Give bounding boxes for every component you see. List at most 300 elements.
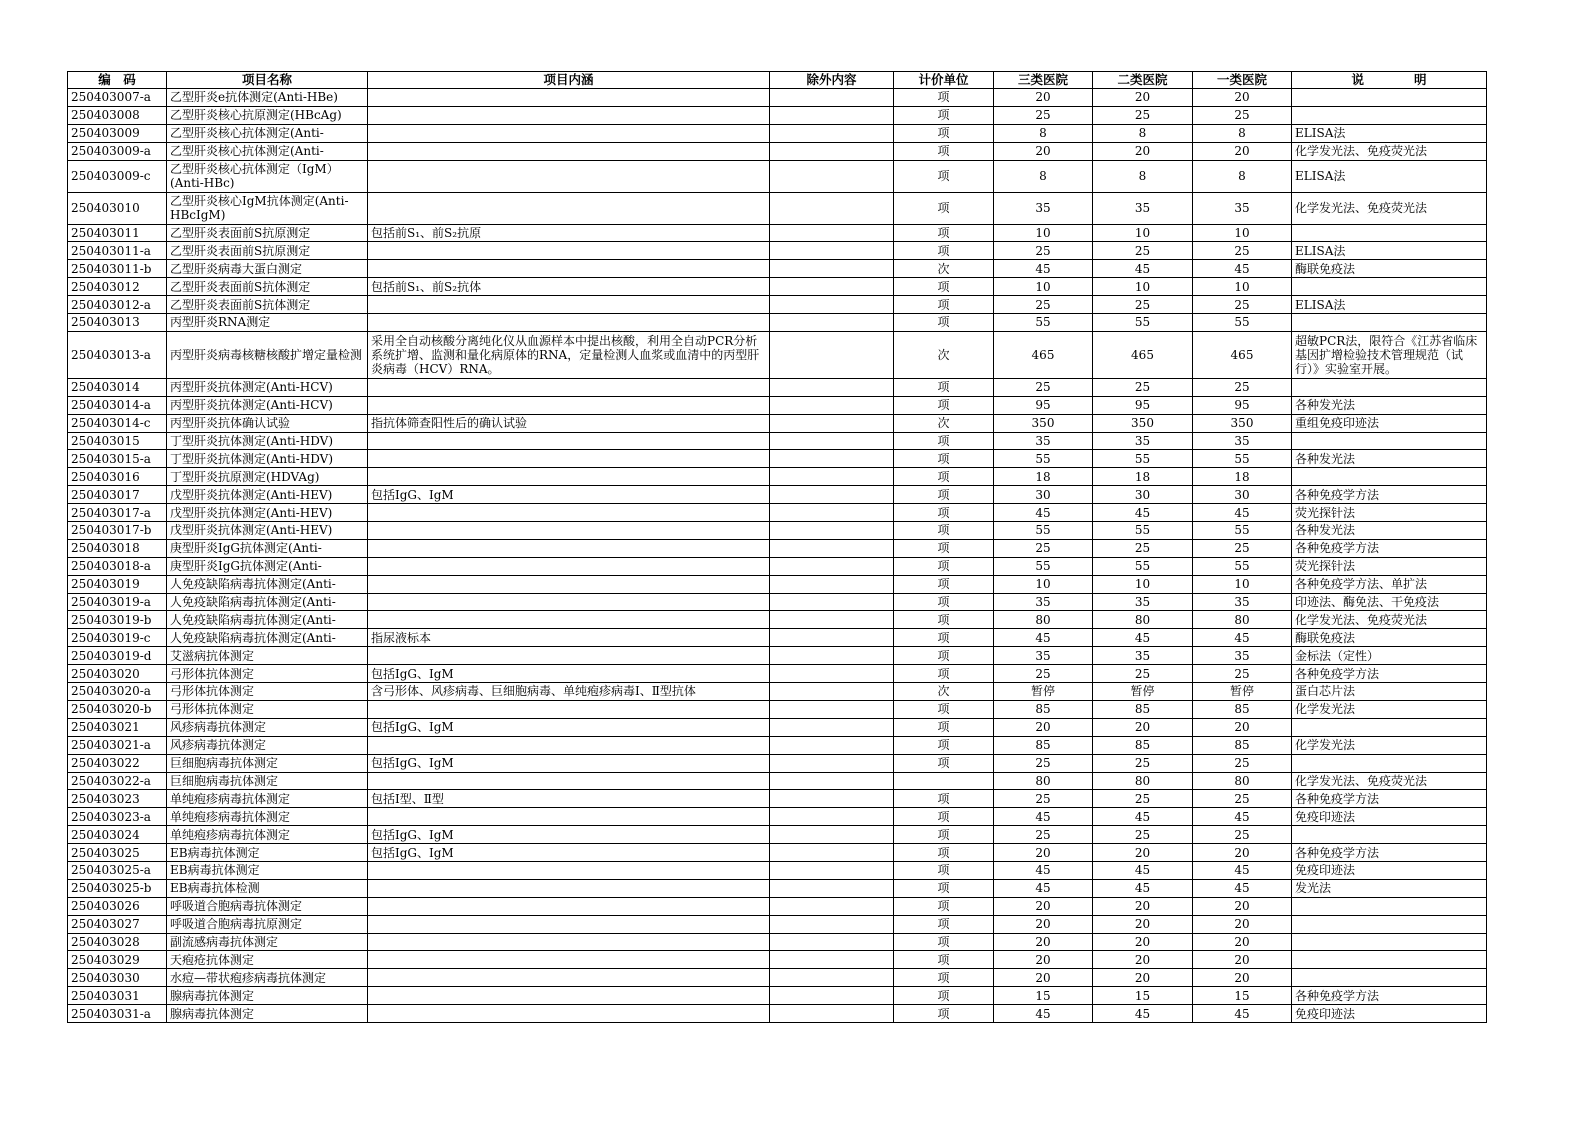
cell-name: EB病毒抗体测定 xyxy=(167,861,368,879)
cell-class3-price: 10 xyxy=(994,224,1093,242)
cell-note xyxy=(1292,826,1487,844)
table-row xyxy=(68,224,1487,242)
cell-class3-price: 55 xyxy=(994,557,1093,575)
cell-class2-price: 20 xyxy=(1093,718,1193,736)
cell-exclusion xyxy=(770,224,894,242)
header-row xyxy=(68,72,1487,89)
cell-class1-price: 35 xyxy=(1193,647,1292,665)
cell-class3-price: 465 xyxy=(994,331,1093,378)
cell-class2-price: 45 xyxy=(1093,861,1193,879)
cell-name: 乙型肝炎病毒大蛋白测定 xyxy=(167,260,368,278)
cell-class1-price: 45 xyxy=(1193,861,1292,879)
cell-unit: 项 xyxy=(894,378,994,396)
cell-note xyxy=(1292,718,1487,736)
cell-note xyxy=(1292,897,1487,915)
cell-name: 水痘—带状疱疹病毒抗体测定 xyxy=(167,969,368,987)
cell-note: 发光法 xyxy=(1292,879,1487,897)
cell-content xyxy=(368,539,770,557)
cell-exclusion xyxy=(770,969,894,987)
cell-note xyxy=(1292,969,1487,987)
cell-unit: 项 xyxy=(894,665,994,683)
cell-unit: 项 xyxy=(894,142,994,160)
cell-content xyxy=(368,593,770,611)
cell-exclusion xyxy=(770,665,894,683)
cell-content: 包括前S₁、前S₂抗体 xyxy=(368,278,770,296)
cell-name: 庚型肝炎IgG抗体测定(Anti- xyxy=(167,557,368,575)
table-row xyxy=(68,557,1487,575)
cell-class3-price: 85 xyxy=(994,700,1093,718)
cell-unit: 项 xyxy=(894,629,994,647)
cell-class3-price: 15 xyxy=(994,987,1093,1005)
cell-class3-price: 35 xyxy=(994,593,1093,611)
cell-class1-price: 465 xyxy=(1193,331,1292,378)
cell-class2-price: 80 xyxy=(1093,772,1193,790)
cell-class1-price: 55 xyxy=(1193,314,1292,332)
cell-exclusion xyxy=(770,826,894,844)
header-name: 项目名称 xyxy=(167,72,368,89)
cell-code: 250403019-a xyxy=(68,593,167,611)
table-row xyxy=(68,790,1487,808)
cell-unit: 项 xyxy=(894,486,994,504)
table-row xyxy=(68,396,1487,414)
cell-content xyxy=(368,450,770,468)
cell-name: 乙型肝炎核心抗体测定(Anti- xyxy=(167,142,368,160)
cell-class3-price: 20 xyxy=(994,897,1093,915)
cell-unit: 项 xyxy=(894,539,994,557)
price-table xyxy=(67,71,1487,1023)
cell-content xyxy=(368,879,770,897)
cell-note: 超敏PCR法，限符合《江苏省临床基因扩增检验技术管理规范（试行）》实验室开展。 xyxy=(1292,331,1487,378)
cell-class3-price: 10 xyxy=(994,278,1093,296)
cell-name: EB病毒抗体检测 xyxy=(167,879,368,897)
cell-class2-price: 35 xyxy=(1093,192,1193,224)
cell-code: 250403018-a xyxy=(68,557,167,575)
cell-note xyxy=(1292,951,1487,969)
table-row xyxy=(68,665,1487,683)
cell-class1-price: 10 xyxy=(1193,575,1292,593)
table-row xyxy=(68,933,1487,951)
cell-class1-price: 35 xyxy=(1193,432,1292,450)
cell-exclusion xyxy=(770,160,894,192)
cell-exclusion xyxy=(770,629,894,647)
cell-class3-price: 45 xyxy=(994,504,1093,522)
cell-class3-price: 20 xyxy=(994,969,1093,987)
cell-code: 250403017-b xyxy=(68,522,167,540)
table-row xyxy=(68,1005,1487,1023)
table-row xyxy=(68,414,1487,432)
cell-note xyxy=(1292,432,1487,450)
cell-exclusion xyxy=(770,1005,894,1023)
cell-class3-price: 45 xyxy=(994,808,1093,826)
header-class2-hospital: 二类医院 xyxy=(1093,72,1193,89)
cell-class3-price: 25 xyxy=(994,539,1093,557)
table-row xyxy=(68,504,1487,522)
cell-class2-price: 45 xyxy=(1093,879,1193,897)
cell-class1-price: 80 xyxy=(1193,772,1292,790)
cell-exclusion xyxy=(770,987,894,1005)
cell-content xyxy=(368,897,770,915)
cell-note: 免疫印迹法 xyxy=(1292,808,1487,826)
cell-class1-price: 20 xyxy=(1193,933,1292,951)
cell-class1-price: 45 xyxy=(1193,504,1292,522)
cell-exclusion xyxy=(770,278,894,296)
cell-note xyxy=(1292,106,1487,124)
table-row xyxy=(68,124,1487,142)
cell-class3-price: 35 xyxy=(994,647,1093,665)
cell-class1-price: 45 xyxy=(1193,808,1292,826)
cell-class3-price: 45 xyxy=(994,629,1093,647)
cell-class1-price: 10 xyxy=(1193,224,1292,242)
cell-unit: 项 xyxy=(894,879,994,897)
cell-content xyxy=(368,378,770,396)
cell-code: 250403009-c xyxy=(68,160,167,192)
cell-content xyxy=(368,969,770,987)
cell-class2-price: 45 xyxy=(1093,1005,1193,1023)
cell-class2-price: 20 xyxy=(1093,89,1193,107)
cell-code: 250403019-d xyxy=(68,647,167,665)
cell-content xyxy=(368,260,770,278)
cell-name: 戊型肝炎抗体测定(Anti-HEV) xyxy=(167,522,368,540)
table-row xyxy=(68,629,1487,647)
cell-class1-price: 18 xyxy=(1193,468,1292,486)
cell-note: 免疫印迹法 xyxy=(1292,1005,1487,1023)
cell-unit: 项 xyxy=(894,736,994,754)
cell-unit: 项 xyxy=(894,1005,994,1023)
cell-content xyxy=(368,987,770,1005)
cell-code: 250403021-a xyxy=(68,736,167,754)
cell-name: 腺病毒抗体测定 xyxy=(167,1005,368,1023)
cell-unit: 项 xyxy=(894,432,994,450)
cell-note: 免疫印迹法 xyxy=(1292,861,1487,879)
cell-unit: 项 xyxy=(894,593,994,611)
cell-class3-price: 35 xyxy=(994,432,1093,450)
cell-code: 250403031 xyxy=(68,987,167,1005)
cell-name: 巨细胞病毒抗体测定 xyxy=(167,754,368,772)
cell-code: 250403014 xyxy=(68,378,167,396)
cell-unit: 项 xyxy=(894,160,994,192)
cell-class3-price: 25 xyxy=(994,665,1093,683)
cell-name: 丙型肝炎RNA测定 xyxy=(167,314,368,332)
cell-name: 人免疫缺陷病毒抗体测定(Anti- xyxy=(167,575,368,593)
cell-exclusion xyxy=(770,539,894,557)
cell-class2-price: 25 xyxy=(1093,539,1193,557)
cell-class2-price: 8 xyxy=(1093,160,1193,192)
cell-content xyxy=(368,160,770,192)
cell-note xyxy=(1292,378,1487,396)
cell-code: 250403024 xyxy=(68,826,167,844)
cell-exclusion xyxy=(770,879,894,897)
cell-note: 各种免疫学方法 xyxy=(1292,486,1487,504)
cell-code: 250403021 xyxy=(68,718,167,736)
cell-class2-price: 45 xyxy=(1093,504,1193,522)
table-row xyxy=(68,844,1487,862)
cell-class2-price: 暂停 xyxy=(1093,683,1193,701)
cell-content xyxy=(368,296,770,314)
cell-class1-price: 25 xyxy=(1193,790,1292,808)
cell-unit: 项 xyxy=(894,468,994,486)
cell-content xyxy=(368,432,770,450)
cell-name: 丁型肝炎抗原测定(HDVAg) xyxy=(167,468,368,486)
cell-note: 化学发光法、免疫荧光法 xyxy=(1292,611,1487,629)
cell-note: 酶联免疫法 xyxy=(1292,260,1487,278)
cell-code: 250403022-a xyxy=(68,772,167,790)
cell-exclusion xyxy=(770,736,894,754)
cell-name: 风疹病毒抗体测定 xyxy=(167,736,368,754)
cell-content xyxy=(368,106,770,124)
cell-exclusion xyxy=(770,683,894,701)
cell-code: 250403027 xyxy=(68,915,167,933)
cell-exclusion xyxy=(770,314,894,332)
table-row xyxy=(68,736,1487,754)
cell-content: 包括IgG、IgM xyxy=(368,665,770,683)
cell-class2-price: 20 xyxy=(1093,142,1193,160)
cell-class3-price: 20 xyxy=(994,718,1093,736)
cell-class2-price: 35 xyxy=(1093,647,1193,665)
cell-note: 各种发光法 xyxy=(1292,396,1487,414)
cell-class3-price: 55 xyxy=(994,522,1093,540)
cell-name: 丙型肝炎抗体确认试验 xyxy=(167,414,368,432)
table-row xyxy=(68,683,1487,701)
cell-class3-price: 55 xyxy=(994,314,1093,332)
cell-exclusion xyxy=(770,700,894,718)
cell-name: 乙型肝炎表面前S抗体测定 xyxy=(167,296,368,314)
cell-exclusion xyxy=(770,124,894,142)
cell-content: 包括IgG、IgM xyxy=(368,826,770,844)
cell-unit: 项 xyxy=(894,897,994,915)
cell-code: 250403015 xyxy=(68,432,167,450)
cell-class3-price: 25 xyxy=(994,106,1093,124)
cell-unit: 项 xyxy=(894,861,994,879)
cell-unit: 项 xyxy=(894,951,994,969)
table-row xyxy=(68,278,1487,296)
table-row xyxy=(68,754,1487,772)
cell-exclusion xyxy=(770,378,894,396)
cell-content: 指尿液标本 xyxy=(368,629,770,647)
cell-class2-price: 25 xyxy=(1093,790,1193,808)
cell-name: 腺病毒抗体测定 xyxy=(167,987,368,1005)
cell-code: 250403023-a xyxy=(68,808,167,826)
cell-class3-price: 10 xyxy=(994,575,1093,593)
cell-class3-price: 18 xyxy=(994,468,1093,486)
cell-content xyxy=(368,611,770,629)
cell-note xyxy=(1292,314,1487,332)
cell-note: 印迹法、酶免法、干免疫法 xyxy=(1292,593,1487,611)
table-row xyxy=(68,450,1487,468)
cell-class2-price: 350 xyxy=(1093,414,1193,432)
cell-class1-price: 35 xyxy=(1193,593,1292,611)
cell-class2-price: 20 xyxy=(1093,897,1193,915)
cell-content xyxy=(368,808,770,826)
cell-class3-price: 55 xyxy=(994,450,1093,468)
cell-name: 庚型肝炎IgG抗体测定(Anti- xyxy=(167,539,368,557)
cell-name: 人免疫缺陷病毒抗体测定(Anti- xyxy=(167,611,368,629)
cell-note: 各种免疫学方法、单扩法 xyxy=(1292,575,1487,593)
cell-unit: 项 xyxy=(894,844,994,862)
cell-name: 副流感病毒抗体测定 xyxy=(167,933,368,951)
cell-code: 250403009 xyxy=(68,124,167,142)
cell-class2-price: 30 xyxy=(1093,486,1193,504)
cell-name: 天疱疮抗体测定 xyxy=(167,951,368,969)
cell-class1-price: 25 xyxy=(1193,539,1292,557)
cell-code: 250403015-a xyxy=(68,450,167,468)
cell-class3-price: 45 xyxy=(994,1005,1093,1023)
cell-class3-price: 85 xyxy=(994,736,1093,754)
cell-class1-price: 25 xyxy=(1193,754,1292,772)
cell-class2-price: 85 xyxy=(1093,700,1193,718)
cell-class2-price: 45 xyxy=(1093,629,1193,647)
cell-content: 包括Ⅰ型、Ⅱ型 xyxy=(368,790,770,808)
cell-class2-price: 45 xyxy=(1093,260,1193,278)
cell-exclusion xyxy=(770,915,894,933)
cell-class1-price: 45 xyxy=(1193,629,1292,647)
cell-class1-price: 20 xyxy=(1193,897,1292,915)
table-row xyxy=(68,808,1487,826)
cell-name: 人免疫缺陷病毒抗体测定(Anti- xyxy=(167,593,368,611)
cell-unit: 项 xyxy=(894,192,994,224)
cell-name: 弓形体抗体测定 xyxy=(167,683,368,701)
cell-code: 250403007-a xyxy=(68,89,167,107)
cell-content xyxy=(368,933,770,951)
cell-exclusion xyxy=(770,933,894,951)
cell-class2-price: 55 xyxy=(1093,314,1193,332)
cell-class1-price: 20 xyxy=(1193,915,1292,933)
cell-exclusion xyxy=(770,897,894,915)
cell-class3-price: 25 xyxy=(994,378,1093,396)
table-row xyxy=(68,89,1487,107)
cell-content: 含弓形体、风疹病毒、巨细胞病毒、单纯疱疹病毒Ⅰ、Ⅱ型抗体 xyxy=(368,683,770,701)
table-row xyxy=(68,142,1487,160)
cell-unit: 项 xyxy=(894,450,994,468)
cell-content xyxy=(368,522,770,540)
cell-exclusion xyxy=(770,242,894,260)
cell-class2-price: 25 xyxy=(1093,826,1193,844)
cell-unit: 项 xyxy=(894,808,994,826)
table-row xyxy=(68,378,1487,396)
cell-content xyxy=(368,915,770,933)
cell-content xyxy=(368,772,770,790)
cell-class2-price: 25 xyxy=(1093,754,1193,772)
cell-class3-price: 20 xyxy=(994,89,1093,107)
cell-note: 化学发光法、免疫荧光法 xyxy=(1292,142,1487,160)
cell-class2-price: 85 xyxy=(1093,736,1193,754)
cell-class2-price: 25 xyxy=(1093,296,1193,314)
cell-unit: 项 xyxy=(894,700,994,718)
cell-unit: 项 xyxy=(894,915,994,933)
cell-name: 丙型肝炎抗体测定(Anti-HCV) xyxy=(167,378,368,396)
cell-class3-price: 25 xyxy=(994,790,1093,808)
cell-name: 单纯疱疹病毒抗体测定 xyxy=(167,808,368,826)
cell-unit: 次 xyxy=(894,260,994,278)
table-row xyxy=(68,242,1487,260)
table-row xyxy=(68,861,1487,879)
cell-class2-price: 55 xyxy=(1093,557,1193,575)
cell-note: ELISA法 xyxy=(1292,124,1487,142)
cell-class1-price: 8 xyxy=(1193,160,1292,192)
cell-name: 乙型肝炎核心IgM抗体测定(Anti-HBcIgM) xyxy=(167,192,368,224)
cell-class3-price: 35 xyxy=(994,192,1093,224)
cell-class3-price: 8 xyxy=(994,160,1093,192)
cell-code: 250403011-b xyxy=(68,260,167,278)
cell-note: 荧光探针法 xyxy=(1292,557,1487,575)
table-row xyxy=(68,331,1487,378)
cell-name: 戊型肝炎抗体测定(Anti-HEV) xyxy=(167,486,368,504)
cell-code: 250403019 xyxy=(68,575,167,593)
cell-exclusion xyxy=(770,504,894,522)
cell-unit: 项 xyxy=(894,557,994,575)
cell-content xyxy=(368,557,770,575)
cell-note: ELISA法 xyxy=(1292,242,1487,260)
cell-class1-price: 30 xyxy=(1193,486,1292,504)
cell-code: 250403014-c xyxy=(68,414,167,432)
cell-class1-price: 95 xyxy=(1193,396,1292,414)
cell-note xyxy=(1292,754,1487,772)
cell-content xyxy=(368,468,770,486)
cell-class1-price: 暂停 xyxy=(1193,683,1292,701)
cell-note: 各种免疫学方法 xyxy=(1292,539,1487,557)
cell-content: 采用全自动核酸分离纯化仪从血源样本中提出核酸，利用全自动PCR分析系统扩增、监测和量化病原体的RNA，定量检测人血浆或血清中的丙型肝炎病毒（HCV）RNA。 xyxy=(368,331,770,378)
table-row xyxy=(68,897,1487,915)
cell-exclusion xyxy=(770,575,894,593)
table-row xyxy=(68,160,1487,192)
cell-unit: 次 xyxy=(894,414,994,432)
cell-code: 250403014-a xyxy=(68,396,167,414)
cell-class1-price: 80 xyxy=(1193,611,1292,629)
cell-unit: 项 xyxy=(894,826,994,844)
cell-unit: 项 xyxy=(894,522,994,540)
cell-unit: 项 xyxy=(894,754,994,772)
cell-note: ELISA法 xyxy=(1292,296,1487,314)
cell-name: 乙型肝炎核心抗原测定(HBcAg) xyxy=(167,106,368,124)
cell-name: 单纯疱疹病毒抗体测定 xyxy=(167,826,368,844)
cell-code: 250403020 xyxy=(68,665,167,683)
cell-class1-price: 25 xyxy=(1193,242,1292,260)
cell-class3-price: 25 xyxy=(994,754,1093,772)
cell-code: 250403020-b xyxy=(68,700,167,718)
cell-class2-price: 55 xyxy=(1093,450,1193,468)
cell-name: 弓形体抗体测定 xyxy=(167,700,368,718)
cell-name: 乙型肝炎核心抗体测定(Anti- xyxy=(167,124,368,142)
cell-exclusion xyxy=(770,557,894,575)
table-row xyxy=(68,539,1487,557)
cell-class2-price: 10 xyxy=(1093,278,1193,296)
cell-exclusion xyxy=(770,754,894,772)
cell-note: 荧光探针法 xyxy=(1292,504,1487,522)
cell-name: 巨细胞病毒抗体测定 xyxy=(167,772,368,790)
cell-unit: 项 xyxy=(894,969,994,987)
header-unit: 计价单位 xyxy=(894,72,994,89)
cell-unit: 项 xyxy=(894,611,994,629)
cell-note: ELISA法 xyxy=(1292,160,1487,192)
cell-note: 化学发光法 xyxy=(1292,736,1487,754)
cell-code: 250403019-c xyxy=(68,629,167,647)
cell-class1-price: 25 xyxy=(1193,296,1292,314)
cell-class3-price: 45 xyxy=(994,260,1093,278)
cell-class1-price: 20 xyxy=(1193,718,1292,736)
cell-note: 化学发光法、免疫荧光法 xyxy=(1292,192,1487,224)
cell-code: 250403011 xyxy=(68,224,167,242)
cell-class2-price: 20 xyxy=(1093,933,1193,951)
cell-exclusion xyxy=(770,396,894,414)
cell-unit: 项 xyxy=(894,987,994,1005)
cell-exclusion xyxy=(770,611,894,629)
cell-class1-price: 25 xyxy=(1193,106,1292,124)
cell-class2-price: 25 xyxy=(1093,242,1193,260)
cell-code: 250403026 xyxy=(68,897,167,915)
cell-class2-price: 18 xyxy=(1093,468,1193,486)
cell-content xyxy=(368,396,770,414)
cell-exclusion xyxy=(770,486,894,504)
cell-name: 艾滋病抗体测定 xyxy=(167,647,368,665)
